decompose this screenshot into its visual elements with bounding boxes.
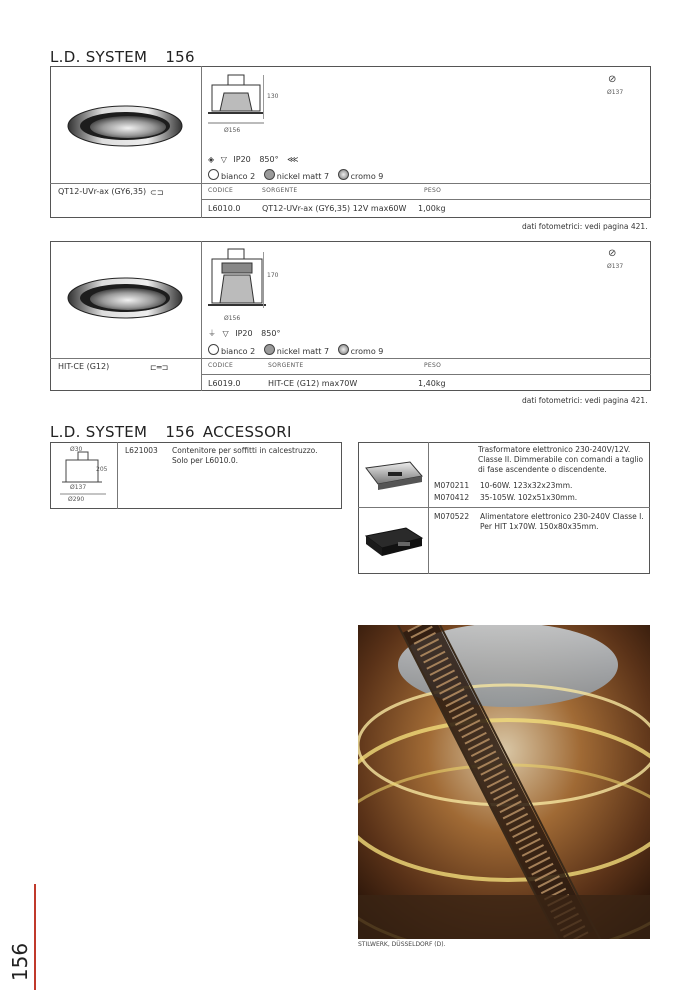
lamp-label: QT12-UVr-ax (GY6,35) — [58, 187, 147, 196]
nickel-swatch-icon — [264, 344, 275, 355]
nickel-swatch-icon — [264, 169, 275, 180]
cold-ceiling-icon: ⋘ — [287, 155, 299, 164]
cutout-icon: ⊘ — [608, 248, 617, 259]
title-number: 156 — [165, 48, 195, 66]
divider — [201, 199, 651, 200]
photo-caption: STILWERK, DÜSSELDORF (D). — [358, 941, 446, 948]
desc-line: Contenitore per soffitti in calcestruzzo. — [172, 446, 318, 455]
title-subtitle: ACCESSORI — [202, 423, 292, 441]
dimension-label: 205 — [96, 466, 108, 473]
housing-drawing — [58, 448, 112, 503]
glow-wire-temp: 850° — [261, 329, 281, 338]
photometric-note: dati fotometrici: vedi pagina 421. — [522, 222, 648, 231]
specs-row — [208, 328, 280, 339]
section-title — [50, 48, 195, 66]
finish-label: nickel matt 7 — [276, 172, 330, 181]
finishes — [208, 344, 383, 356]
height-dimension: 130 — [267, 93, 279, 100]
table-header: CODICE — [208, 187, 234, 194]
product-weight: 1,00kg — [418, 204, 446, 213]
table-header: SORGENTE — [262, 187, 298, 194]
finish-label: cromo 9 — [350, 347, 384, 356]
downlight-photo — [66, 272, 184, 322]
downlight-photo — [66, 100, 184, 150]
dimension-label: Ø30 — [70, 446, 83, 453]
lamp-label: HIT-CE (G12) — [58, 362, 110, 371]
lamp-icon: ⊏═⊐ — [150, 363, 169, 372]
accent-bar — [34, 884, 36, 990]
earth-icon: ⏚ — [208, 329, 216, 338]
divider — [117, 442, 118, 509]
divider — [358, 507, 650, 508]
interior-photo — [358, 625, 650, 939]
dimension-line — [263, 252, 264, 308]
cutout-dimension: Ø137 — [607, 263, 624, 270]
ip-rating: IP20 — [235, 329, 253, 338]
finishes — [208, 169, 383, 181]
class-icon: ◈ — [208, 155, 215, 164]
technical-drawing — [206, 73, 266, 133]
f-mark-icon: ▽ — [222, 329, 229, 338]
transformer-photo — [362, 458, 424, 492]
product-code: L6010.0 — [208, 204, 241, 213]
accessory-desc — [172, 446, 318, 466]
desc-line: Alimentatore elettronico 230-240V Classe I. — [480, 512, 644, 521]
white-swatch-icon — [208, 169, 219, 180]
technical-drawing — [206, 247, 268, 315]
diameter-dimension: Ø156 — [224, 127, 241, 134]
accessory-code: M070211 — [434, 481, 470, 490]
power-supply-photo — [362, 524, 424, 558]
desc-line: Trasformatore elettronico 230-240V/12V. — [478, 445, 631, 454]
finish-label: bianco 2 — [221, 172, 256, 181]
title-number: 156 — [165, 423, 195, 441]
divider — [428, 442, 429, 574]
cutout-dimension: Ø137 — [607, 89, 624, 96]
f-mark-icon: ▽ — [220, 155, 227, 164]
chrome-swatch-icon — [338, 344, 349, 355]
white-swatch-icon — [208, 344, 219, 355]
divider — [201, 374, 651, 375]
lamp-icon: ⊂⊐ — [150, 188, 164, 197]
title-text: L.D. SYSTEM — [50, 423, 148, 441]
product-code: L6019.0 — [208, 379, 241, 388]
desc-line: Solo per L6010.0. — [172, 456, 239, 465]
dimension-label: Ø137 — [70, 484, 87, 491]
dimension-label: Ø290 — [68, 496, 85, 503]
accessory-code: M070522 — [434, 512, 470, 521]
desc-line: Classe II. Dimmerabile con comandi a taglio — [478, 455, 644, 464]
table-header: PESO — [424, 187, 442, 194]
glow-wire-temp: 850° — [259, 155, 279, 164]
transformer-desc — [478, 445, 643, 475]
divider — [201, 241, 202, 391]
product-source: HIT-CE (G12) max70W — [268, 379, 358, 388]
divider — [201, 66, 202, 218]
divider — [50, 183, 651, 184]
product-source: QT12-UVr-ax (GY6,35) 12V max60W — [262, 204, 407, 213]
accessories-title — [50, 423, 292, 441]
accessory-desc — [480, 512, 644, 532]
specs-row — [208, 155, 299, 164]
chrome-swatch-icon — [338, 169, 349, 180]
accessory-code: M070412 — [434, 493, 470, 502]
diameter-dimension: Ø156 — [224, 315, 241, 322]
finish-label: bianco 2 — [221, 347, 256, 356]
dimension-line — [263, 75, 264, 119]
cutout-icon: ⊘ — [608, 74, 617, 85]
product-weight: 1,40kg — [418, 379, 446, 388]
height-dimension: 170 — [267, 272, 279, 279]
accessory-code: L621003 — [125, 446, 158, 455]
finish-label: cromo 9 — [350, 172, 384, 181]
desc-line: di fase ascendente o discendente. — [478, 465, 607, 474]
accessory-desc: 35-105W. 102x51x30mm. — [480, 493, 578, 502]
table-header: SORGENTE — [268, 362, 304, 369]
page-number: 156 — [8, 942, 32, 982]
accessory-desc: 10-60W. 123x32x23mm. — [480, 481, 573, 490]
ip-rating: IP20 — [233, 155, 251, 164]
desc-line: Per HIT 1x70W. 150x80x35mm. — [480, 522, 599, 531]
title-text: L.D. SYSTEM — [50, 48, 148, 66]
photometric-note: dati fotometrici: vedi pagina 421. — [522, 396, 648, 405]
table-header: CODICE — [208, 362, 234, 369]
finish-label: nickel matt 7 — [276, 347, 330, 356]
table-header: PESO — [424, 362, 442, 369]
divider — [50, 358, 651, 359]
